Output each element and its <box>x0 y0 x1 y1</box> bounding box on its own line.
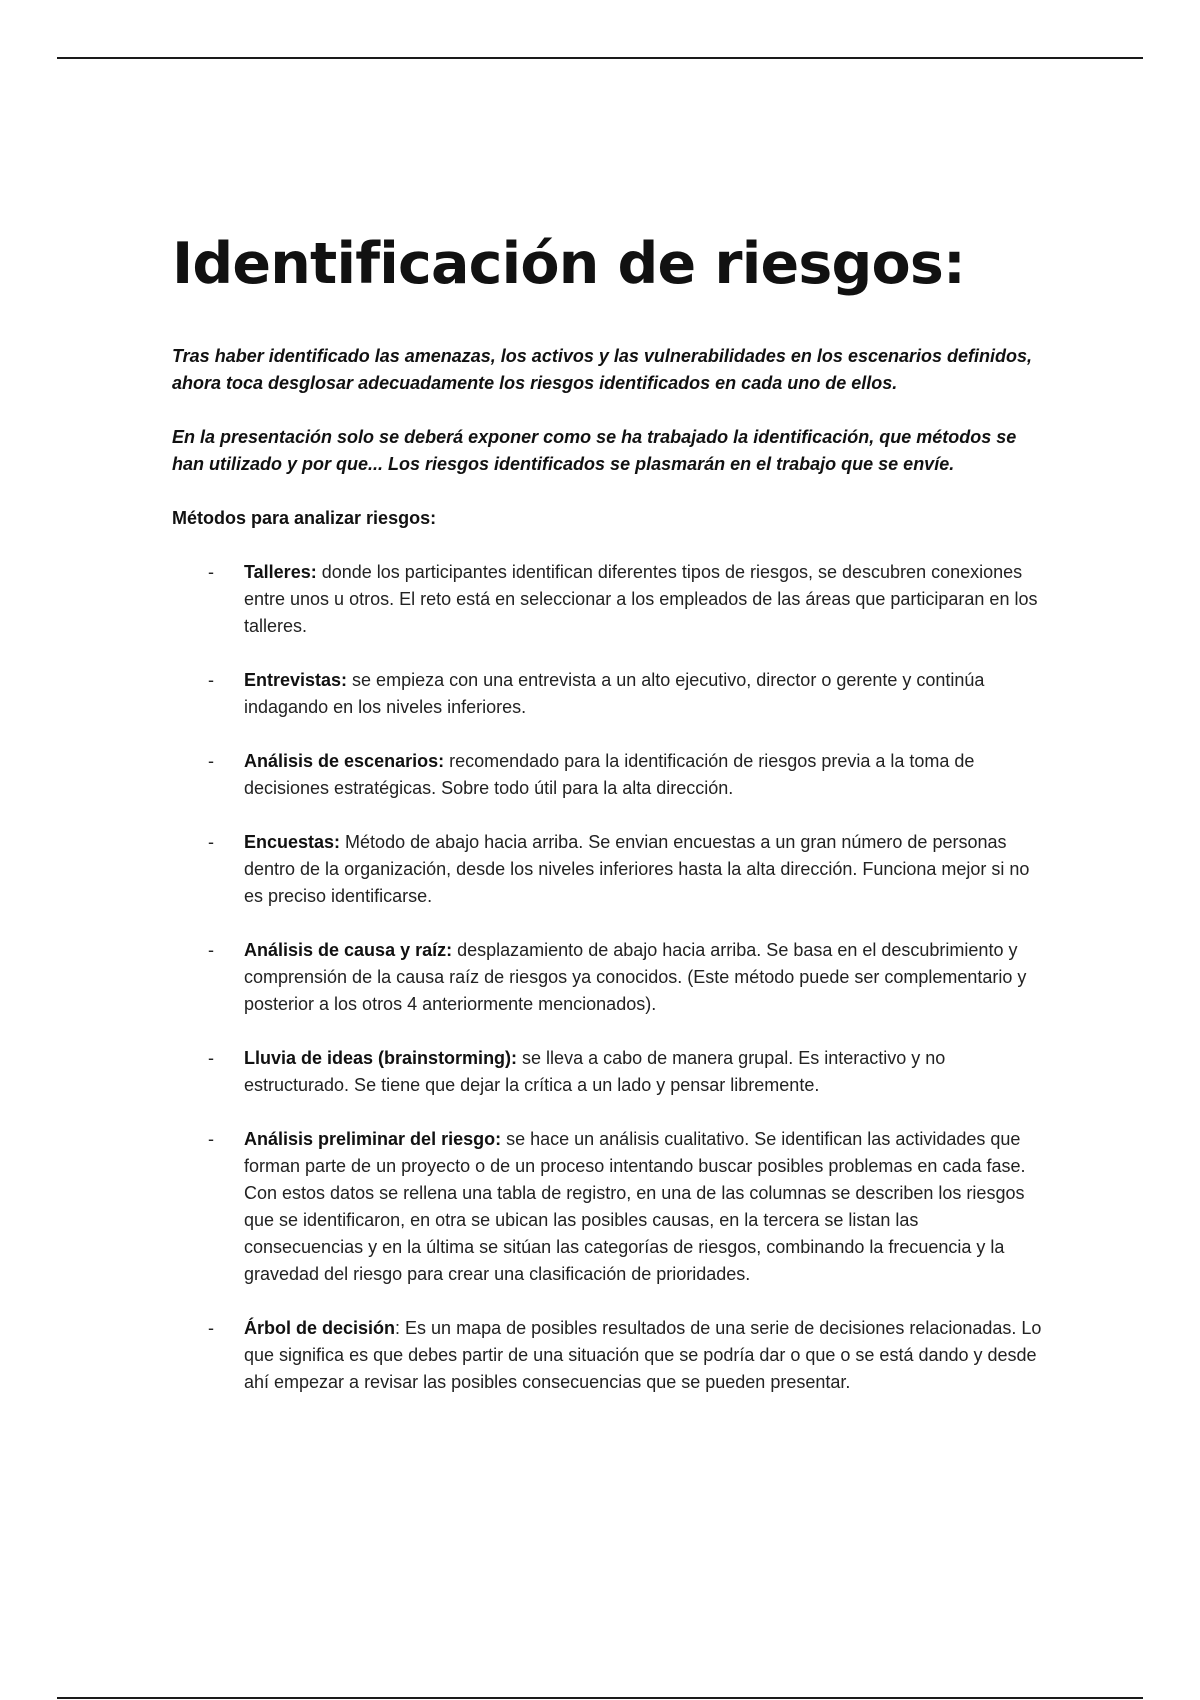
page-title: Identificación de riesgos: <box>172 231 965 297</box>
intro-paragraph-1: Tras haber identificado las amenazas, los activos y las vulnerabilidades en los escenarios definidos, ahora toca desglosar adecuadamente los riesgos identificados en cada uno de ellos. <box>172 346 1033 393</box>
method-description: recomendado para la identificación de riesgos previa a la toma de decisiones estratégicas. Sobre todo útil para la alta dirección. <box>244 751 975 798</box>
method-term: Análisis preliminar del riesgo: <box>244 1129 502 1149</box>
list-item <box>172 1126 1042 1288</box>
bullet-dash: - <box>208 1048 214 1068</box>
method-term: Análisis de causa y raíz: <box>244 940 453 960</box>
bullet-dash: - <box>208 562 214 582</box>
list-item <box>172 559 1042 640</box>
list-item <box>172 1045 1042 1099</box>
document-body <box>172 222 1042 1423</box>
bottom-rule <box>57 1697 1143 1699</box>
method-term: Árbol de decisión <box>244 1318 396 1338</box>
method-term: Lluvia de ideas (brainstorming): <box>244 1048 518 1068</box>
method-description: donde los participantes identifican diferentes tipos de riesgos, se descubren conexiones entre unos u otros. El reto está en seleccionar a los empleados de las áreas que participaran en los talleres. <box>244 562 1038 636</box>
intro-paragraph-2: En la presentación solo se deberá exponer como se ha trabajado la identificación, que métodos se han utilizado y por que... Los riesgos identificados se plasmarán en el trabajo que se envíe. <box>172 427 1017 474</box>
method-description: Método de abajo hacia arriba. Se envian encuestas a un gran número de personas dentro de la organización, desde los niveles inferiores hasta la alta dirección. Funciona mejor si no es preciso identificarse. <box>244 832 1030 906</box>
method-term: Talleres: <box>244 562 317 582</box>
bullet-dash: - <box>208 832 214 852</box>
list-item <box>172 1315 1042 1396</box>
bullet-dash: - <box>208 1318 214 1338</box>
method-term: Entrevistas: <box>244 670 348 690</box>
list-item <box>172 937 1042 1018</box>
top-rule <box>57 57 1143 59</box>
bullet-dash: - <box>208 670 214 690</box>
list-item <box>172 748 1042 802</box>
list-item <box>172 667 1042 721</box>
method-description: : Es un mapa de posibles resultados de una serie de decisiones relacionadas. Lo que significa es que debes partir de una situación que se podría dar o que o se está dando y desde ahí empezar a revisar las posibles consecuencias que se pueden presentar. <box>244 1318 1042 1392</box>
methods-heading: Métodos para analizar riesgos: <box>172 508 437 528</box>
bullet-dash: - <box>208 1129 214 1149</box>
method-description: desplazamiento de abajo hacia arriba. Se basa en el descubrimiento y comprensión de la causa raíz de riesgos ya conocidos. (Este método puede ser complementario y posterior a los otros 4 anteriormente mencionados). <box>244 940 1027 1014</box>
method-description: se empieza con una entrevista a un alto ejecutivo, director o gerente y continúa indagando en los niveles inferiores. <box>244 670 985 717</box>
method-description: se hace un análisis cualitativo. Se identifican las actividades que forman parte de un proyecto o de un proceso intentando buscar posibles problemas en cada fase. Con estos datos se rellena una tabla de registro, en una de las columnas se describen los riesgos que se identificaron, en otra se ubican las posibles causas, en la tercera se listan las consecuencias y en la última se sitúan las categorías de riesgos, combinando la frecuencia y la gravedad del riesgo para crear una clasificación de prioridades. <box>244 1129 1026 1284</box>
method-term: Encuestas: <box>244 832 341 852</box>
bullet-dash: - <box>208 751 214 771</box>
bullet-dash: - <box>208 940 214 960</box>
method-term: Análisis de escenarios: <box>244 751 445 771</box>
method-description: se lleva a cabo de manera grupal. Es interactivo y no estructurado. Se tiene que dejar la crítica a un lado y pensar libremente. <box>244 1048 946 1095</box>
methods-list <box>172 559 1042 1396</box>
list-item <box>172 829 1042 910</box>
